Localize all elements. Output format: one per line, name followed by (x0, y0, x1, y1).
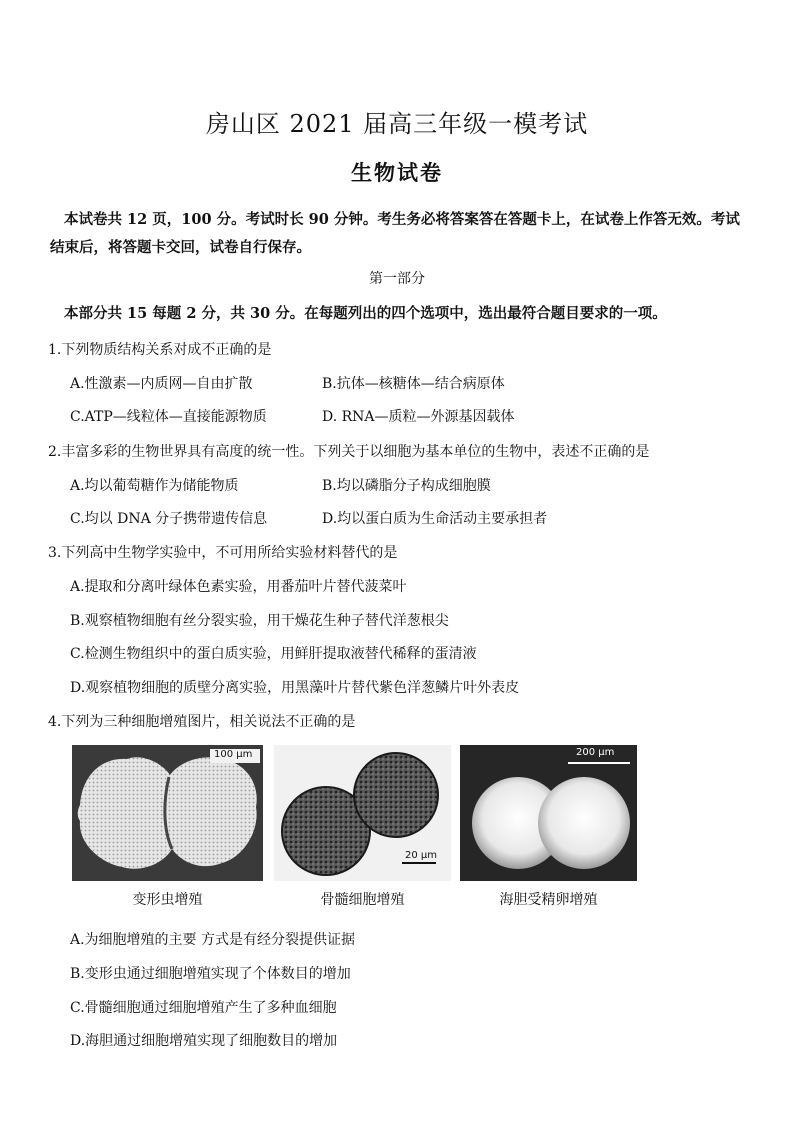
bone-marrow-scale-label: 20 μm (405, 850, 438, 861)
exam-notice: 本试卷共 12 页，100 分。考试时长 90 分钟。考生务必将答案答在答题卡上，在试卷上作答无效。考试结束后，将答题卡交回，试卷自行保存。 (50, 211, 740, 256)
question-2-option-a: A.均以葡萄糖作为储能物质 (70, 478, 239, 494)
exam-title: 房山区 2021 届高三年级一模考试 (205, 110, 589, 138)
amoeba-photo (72, 745, 263, 881)
question-3-stem: 3.下列高中生物学实验中，不可用所给实验材料替代的是 (48, 545, 398, 561)
question-2-option-b: B.均以磷脂分子构成细胞膜 (322, 478, 491, 494)
question-4-option-a: A.为细胞增殖的主要 方式是有经分裂提供证据 (70, 932, 356, 948)
amoeba-scale-label: 100 μm (214, 749, 253, 760)
question-2-option-d: D.均以蛋白质为生命活动主要承担者 (322, 511, 548, 527)
question-3-option-d: D.观察植物细胞的质壁分离实验，用黑藻叶片替代紫色洋葱鳞片叶外表皮 (70, 680, 520, 696)
question-3-option-b: B.观察植物细胞有丝分裂实验，用干燥花生种子替代洋葱根尖 (70, 613, 449, 629)
question-1-option-d: D. RNA—质粒—外源基因载体 (322, 409, 515, 425)
sea-urchin-image (460, 745, 637, 881)
question-3-option-a: A.提取和分离叶绿体色素实验，用番茄叶片替代菠菜叶 (70, 579, 407, 595)
question-1-stem: 1.下列物质结构关系对成不正确的是 (48, 342, 272, 358)
part-instruction: 本部分共 15 每题 2 分，共 30 分。在每题列出的四个选项中，选出最符合题目要求的一项。 (64, 305, 667, 322)
question-4-option-c: C.骨髓细胞通过细胞增殖产生了多种血细胞 (70, 1000, 337, 1016)
amoeba-image (72, 745, 263, 881)
question-2-option-c: C.均以 DNA 分子携带遗传信息 (70, 511, 268, 527)
question-2-stem: 2.丰富多彩的生物世界具有高度的统一性。下列关于以细胞为基本单位的生物中，表述不正确的是 (48, 444, 650, 460)
sea-urchin-scale-label: 200 μm (576, 747, 615, 758)
sea-urchin-photo (460, 745, 637, 881)
question-4-stem: 4.下列为三种细胞增殖图片，相关说法不正确的是 (48, 714, 356, 730)
bone-marrow-photo (274, 745, 451, 881)
amoeba-caption: 变形虫增殖 (132, 892, 203, 908)
bone-marrow-caption: 骨髓细胞增殖 (320, 892, 405, 908)
question-1-option-c: C.ATP—线粒体—直接能源物质 (70, 409, 267, 425)
question-1-option-b: B.抗体—核糖体—结合病原体 (322, 376, 505, 392)
question-4-option-d: D.海胆通过细胞增殖实现了细胞数目的增加 (70, 1033, 338, 1049)
question-1-option-a: A.性激素—内质网—自由扩散 (70, 376, 253, 392)
exam-subject: 生物试卷 (351, 160, 443, 185)
part-title: 第一部分 (369, 271, 425, 287)
sea-urchin-caption: 海胆受精卵增殖 (499, 892, 598, 908)
question-4-option-b: B.变形虫通过细胞增殖实现了个体数目的增加 (70, 966, 351, 982)
question-3-option-c: C.检测生物组织中的蛋白质实验，用鲜肝提取液替代稀释的蛋清液 (70, 646, 477, 662)
